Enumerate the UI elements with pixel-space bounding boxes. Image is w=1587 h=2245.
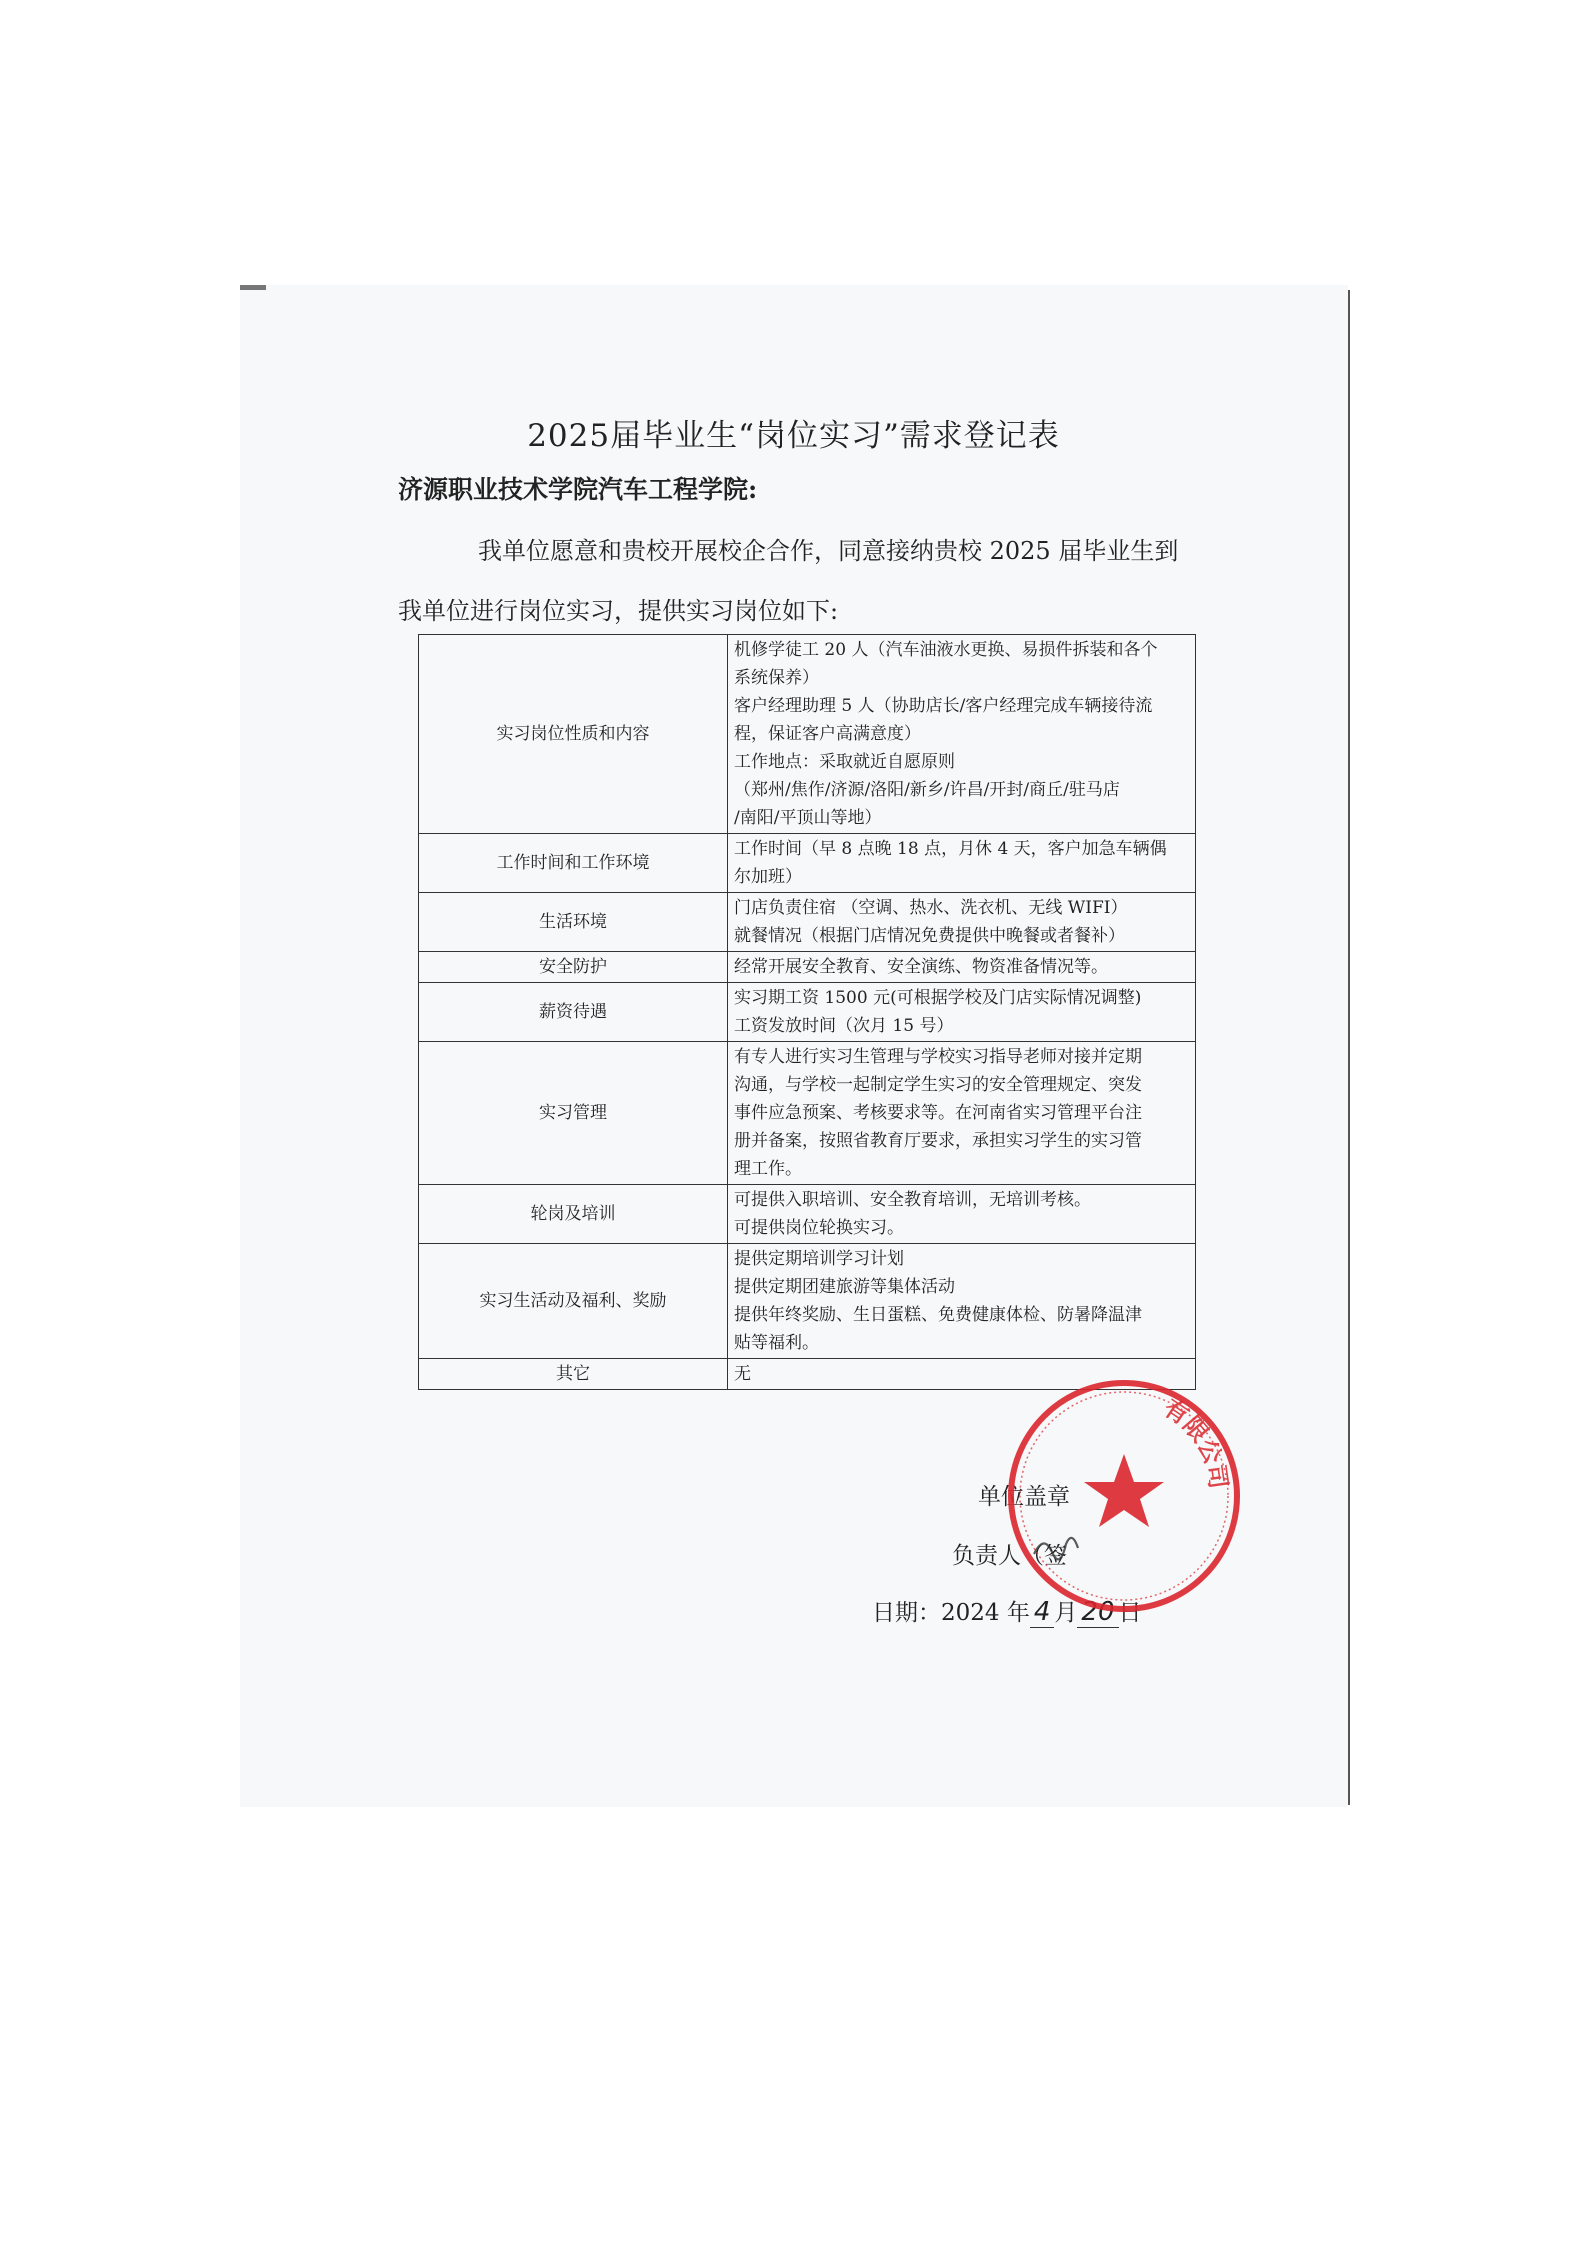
row-label: 实习岗位性质和内容	[419, 635, 728, 834]
recipient-line: 济源职业技术学院汽车工程学院:	[398, 475, 758, 504]
row-label: 其它	[419, 1359, 728, 1390]
row-content	[728, 983, 1196, 1042]
row-content-line: 理工作。	[734, 1159, 802, 1179]
intro-paragraph: 我单位愿意和贵校开展校企合作，同意接纳贵校 2025 届毕业生到我单位进行岗位实习，提供实习岗位如下:	[398, 537, 1179, 625]
row-content-line: 工作时间（早 8 点晚 18 点，月休 4 天，客户加急车辆偶	[734, 839, 1167, 859]
row-content-line: 实习期工资 1500 元(可根据学校及门店实际情况调整)	[734, 988, 1142, 1008]
person-in-charge-label: 负责人（签	[952, 1543, 1067, 1569]
table-row	[419, 1244, 1196, 1359]
row-content	[728, 1042, 1196, 1185]
table-row	[419, 834, 1196, 893]
row-label: 实习生活动及福利、奖励	[419, 1244, 728, 1359]
row-content-line: 客户经理助理 5 人（协助店长/客户经理完成车辆接待流	[734, 696, 1153, 716]
scan-edge-top	[240, 285, 266, 290]
date-prefix: 日期：2024 年	[872, 1600, 1030, 1626]
row-content-line: 可提供入职培训、安全教育培训，无培训考核。	[734, 1190, 1091, 1210]
table-row	[419, 952, 1196, 983]
row-label: 实习管理	[419, 1042, 728, 1185]
row-content-line: 提供定期培训学习计划	[734, 1249, 904, 1269]
row-content	[728, 635, 1196, 834]
date-day-handwritten: 20	[1077, 1597, 1118, 1628]
requirements-table	[418, 634, 1196, 1390]
row-label: 工作时间和工作环境	[419, 834, 728, 893]
row-content-line: 尔加班）	[734, 867, 802, 887]
row-content-line: 就餐情况（根据门店情况免费提供中晚餐或者餐补）	[734, 926, 1125, 946]
table-row	[419, 1042, 1196, 1185]
row-content-line: 沟通，与学校一起制定学生实习的安全管理规定、突发	[734, 1075, 1142, 1095]
row-content-line: 程，保证客户高满意度）	[734, 724, 921, 744]
table-row	[419, 1185, 1196, 1244]
row-content-line: 工作地点：采取就近自愿原则	[734, 752, 955, 772]
row-content-line: 有专人进行实习生管理与学校实习指导老师对接并定期	[734, 1047, 1142, 1067]
date-month-label: 月	[1054, 1600, 1078, 1626]
row-content-line: 经常开展安全教育、安全演练、物资准备情况等。	[734, 957, 1108, 977]
seal-ring-text: 有限公司	[1158, 1393, 1233, 1491]
row-content-line: 提供年终奖励、生日蛋糕、免费健康体检、防暑降温津	[734, 1305, 1142, 1325]
table-row	[419, 635, 1196, 834]
row-content-line: 事件应急预案、考核要求等。在河南省实习管理平台注	[734, 1103, 1142, 1123]
row-content-line: /南阳/平顶山等地）	[734, 808, 882, 828]
row-label: 轮岗及培训	[419, 1185, 728, 1244]
date-month-handwritten: 4	[1030, 1597, 1055, 1628]
row-content-line: 工资发放时间（次月 15 号）	[734, 1016, 954, 1036]
row-content	[728, 952, 1196, 983]
scan-edge-right	[1348, 290, 1350, 1805]
row-content-line: 可提供岗位轮换实习。	[734, 1218, 904, 1238]
table-row	[419, 893, 1196, 952]
date-day-label: 日	[1118, 1600, 1142, 1626]
row-label: 薪资待遇	[419, 983, 728, 1042]
row-content	[728, 1185, 1196, 1244]
company-seal	[1004, 1376, 1244, 1616]
row-content	[728, 1244, 1196, 1359]
table-row	[419, 983, 1196, 1042]
row-label: 生活环境	[419, 893, 728, 952]
row-content-line: 提供定期团建旅游等集体活动	[734, 1277, 955, 1297]
row-content-line: 机修学徒工 20 人（汽车油液水更换、易损件拆装和各个	[734, 640, 1158, 660]
row-content	[728, 834, 1196, 893]
unit-seal-label: 单位盖章	[978, 1484, 1070, 1510]
row-content-line: 册并备案，按照省教育厅要求，承担实习学生的实习管	[734, 1131, 1142, 1151]
row-content-line: 门店负责住宿 （空调、热水、洗衣机、无线 WIFI）	[734, 898, 1128, 918]
row-content-line: 贴等福利。	[734, 1333, 819, 1353]
row-content-line: 无	[734, 1364, 751, 1384]
signature-scribble	[1034, 1538, 1078, 1559]
row-label: 安全防护	[419, 952, 728, 983]
row-content	[728, 893, 1196, 952]
row-content-line: （郑州/焦作/济源/洛阳/新乡/许昌/开封/商丘/驻马店	[734, 780, 1120, 800]
row-content-line: 系统保养）	[734, 668, 819, 688]
document-title: 2025届毕业生“岗位实习”需求登记表	[527, 418, 1060, 454]
seal-star-icon	[1084, 1454, 1164, 1527]
